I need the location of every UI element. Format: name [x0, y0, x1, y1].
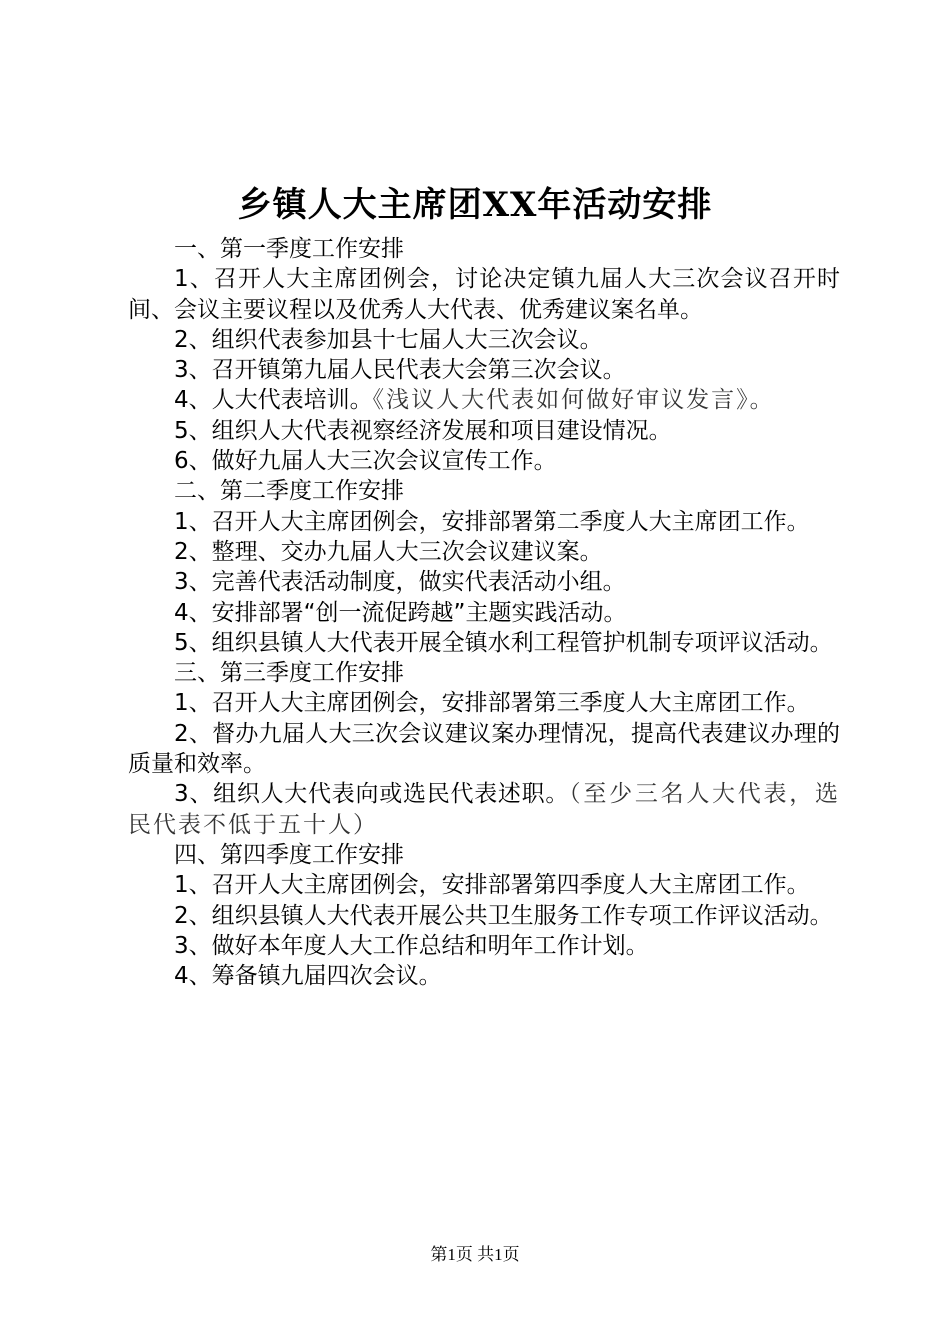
section-heading-q4: 四、第四季度工作安排	[174, 841, 404, 868]
report-requirement-note: （至少三名人大代表，选民代表不低于五十人）	[128, 781, 840, 838]
list-item-text: 4、人大代表培训。	[174, 387, 373, 414]
list-item: 1、召开人大主席团例会，安排部署第三季度人大主席团工作。	[174, 690, 810, 717]
list-item: 3、召开镇第九届人民代表大会第三次会议。	[174, 357, 626, 384]
list-item: 2、组织县镇人大代表开展公共卫生服务工作专项工作评议活动。	[174, 902, 833, 929]
list-item-text: 3、组织人大代表向或选民代表述职。	[174, 781, 570, 808]
list-item: 3、做好本年度人大工作总结和明年工作计划。	[174, 932, 649, 959]
list-item: 3、完善代表活动制度，做实代表活动小组。	[174, 569, 626, 596]
document-body	[128, 234, 840, 991]
section-heading-q3: 三、第三季度工作安排	[174, 660, 404, 687]
list-item: 4、安排部署“创一流促跨越”主题实践活动。	[174, 599, 627, 626]
list-item: 2、整理、交办九届人大三次会议建议案。	[174, 538, 603, 565]
document-title: 乡镇人大主席团XX年活动安排	[237, 185, 713, 225]
list-item: 1、召开人大主席团例会，讨论决定镇九届人大三次会议召开时间、会议主要议程以及优秀人大代表、优秀建议案名单。	[128, 266, 840, 323]
list-item: 1、召开人大主席团例会，安排部署第二季度人大主席团工作。	[174, 508, 810, 535]
section-heading-q1: 一、第一季度工作安排	[174, 236, 404, 262]
list-item: 1、召开人大主席团例会，安排部署第四季度人大主席团工作。	[174, 872, 810, 899]
list-item: 2、组织代表参加县十七届人大三次会议。	[174, 326, 603, 353]
page-footer: 第1页 共1页	[430, 1245, 520, 1264]
list-item	[128, 385, 840, 415]
training-topic-note: 《浅议人大代表如何做好审议发言》。	[372, 387, 775, 414]
list-item: 6、做好九届人大三次会议宣传工作。	[174, 448, 557, 475]
section-heading-q2: 二、第二季度工作安排	[174, 478, 404, 505]
list-item: 5、组织人大代表视察经济发展和项目建设情况。	[174, 417, 672, 444]
list-item: 4、筹备镇九届四次会议。	[174, 963, 442, 990]
list-item: 5、组织县镇人大代表开展全镇水利工程管护机制专项评议活动。	[174, 629, 833, 656]
list-item	[128, 779, 840, 840]
list-item: 2、督办九届人大三次会议建议案办理情况，提高代表建议办理的质量和效率。	[128, 720, 840, 778]
